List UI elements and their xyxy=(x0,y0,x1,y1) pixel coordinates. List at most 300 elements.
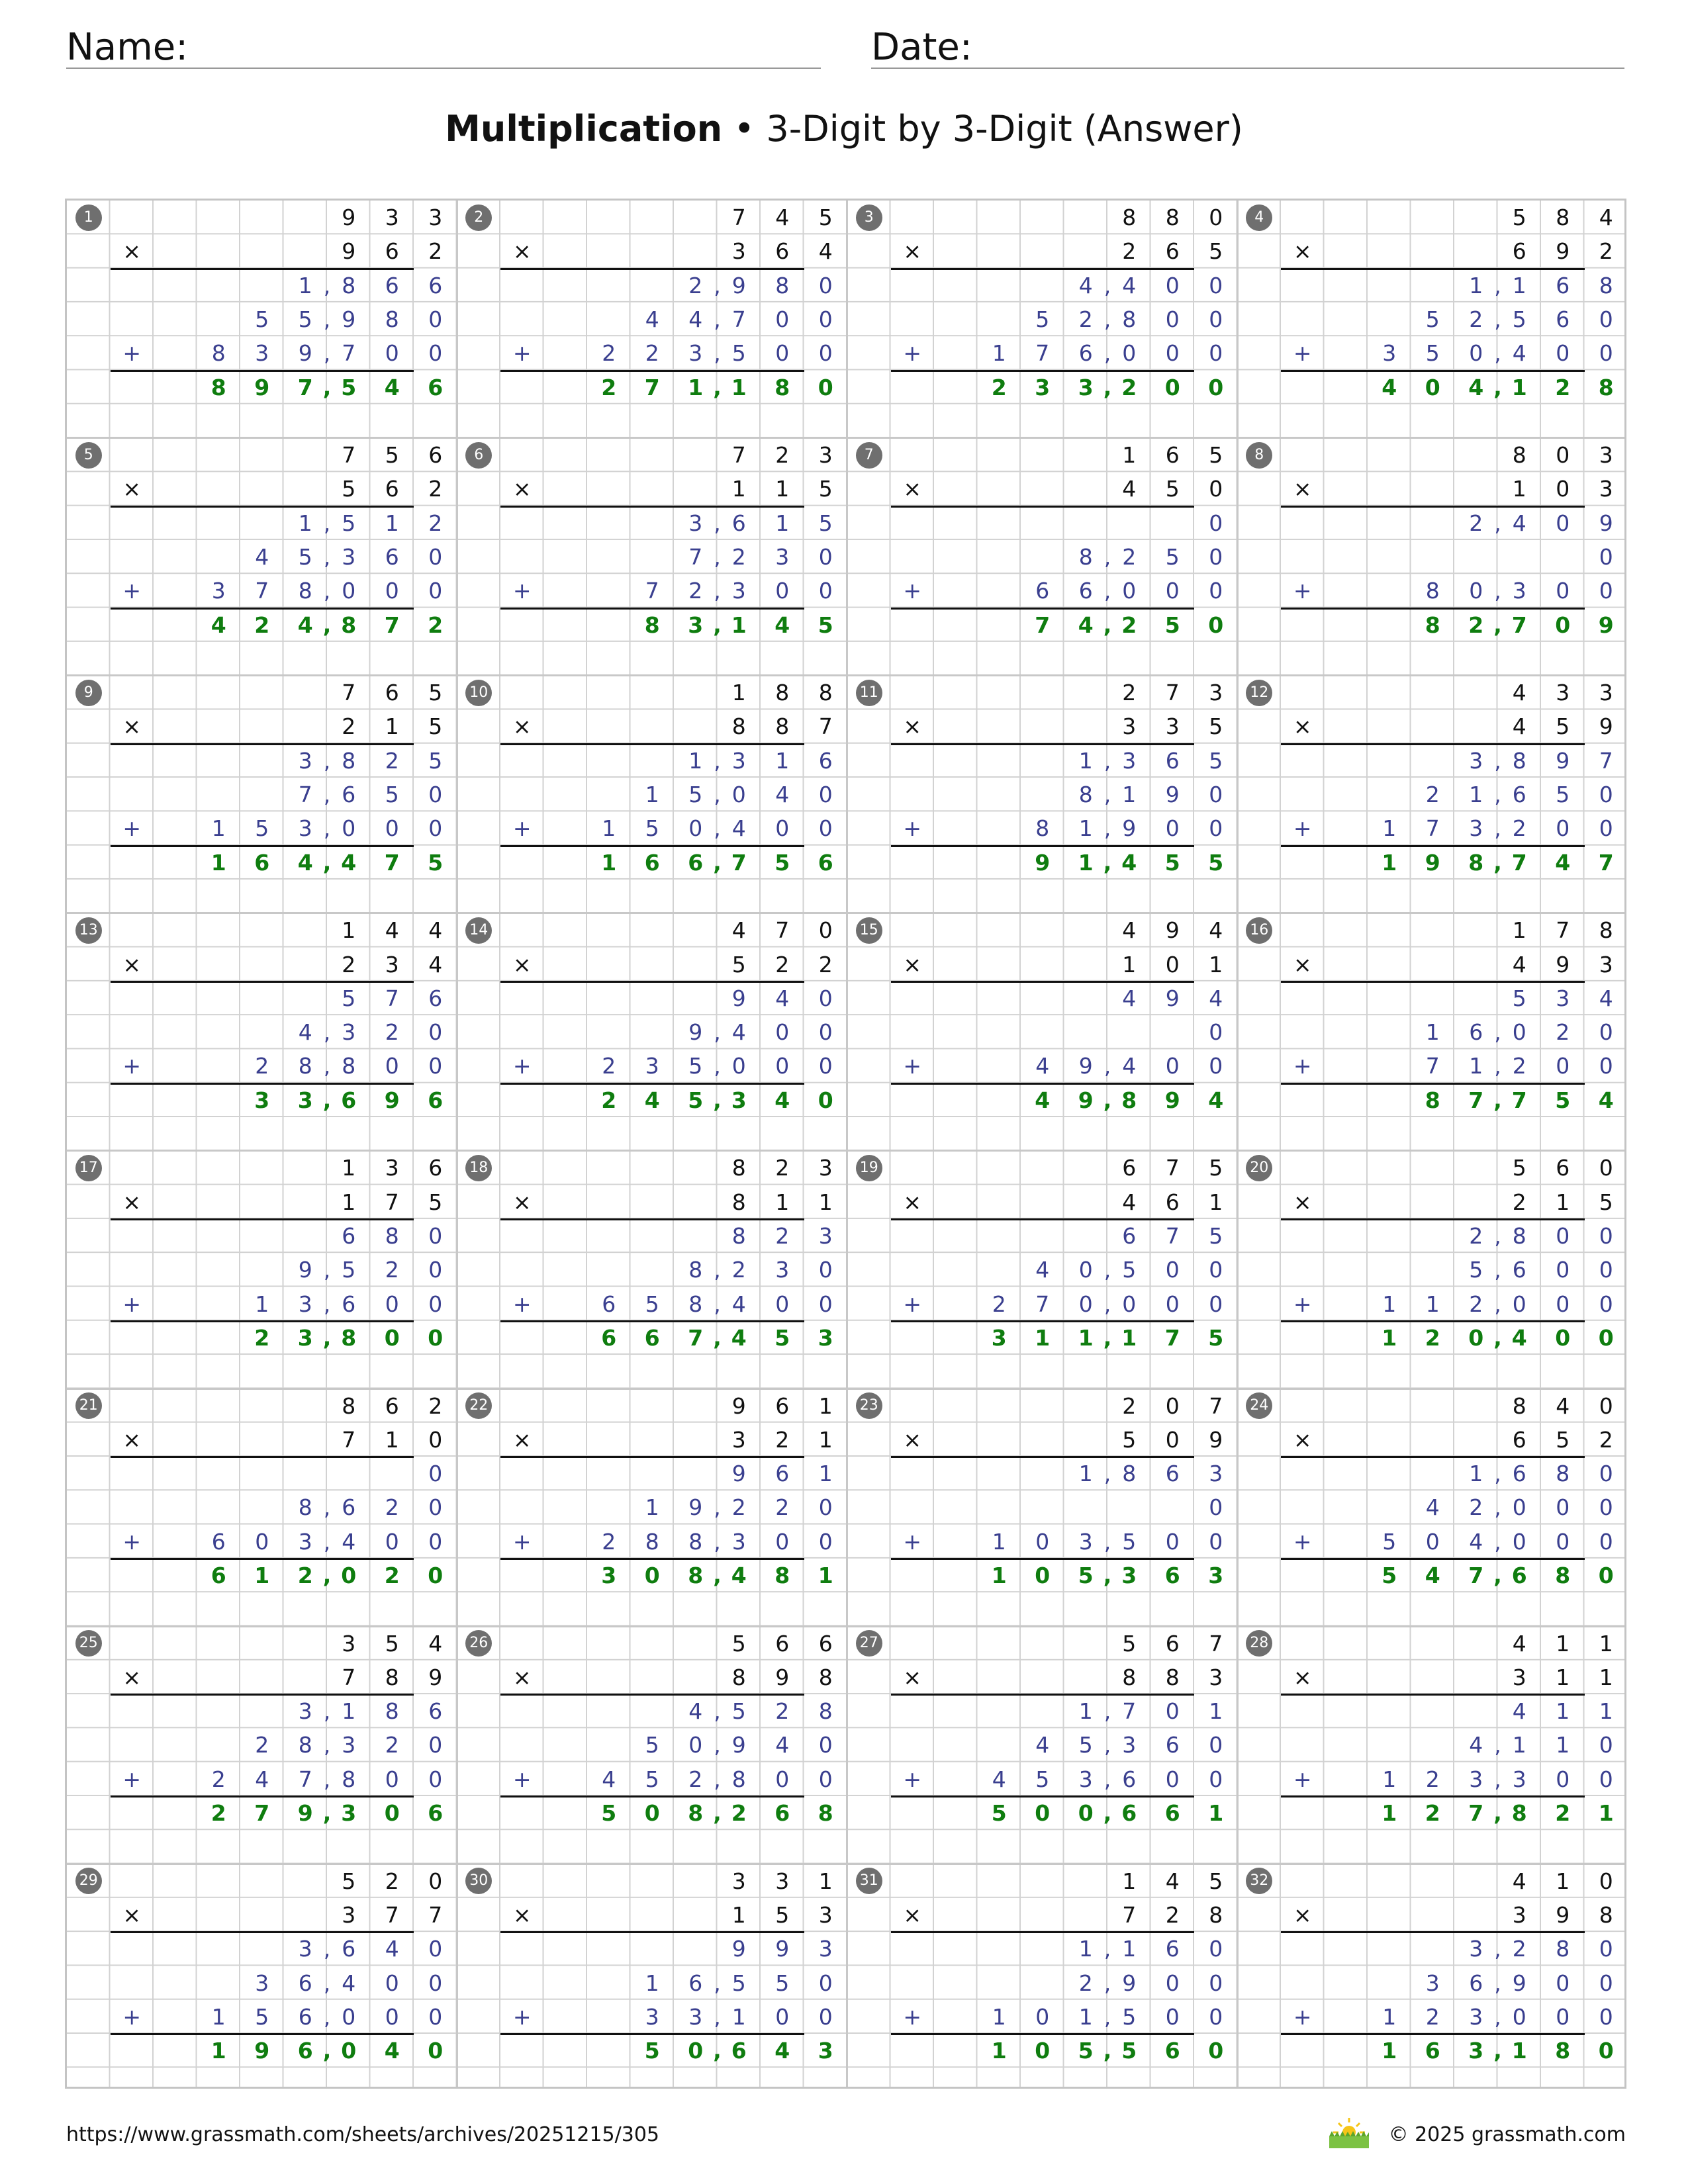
partial-product-2-digit: 4 xyxy=(1035,1257,1050,1283)
partial-product-2-digit: 4 xyxy=(731,1019,746,1046)
multiplicand-digit: 7 xyxy=(1165,1155,1180,1181)
partial-product-3-digit: 1 xyxy=(602,815,616,842)
answer-digit: 9 xyxy=(1598,612,1614,638)
answer-comma: , xyxy=(1493,2038,1502,2064)
partial-product-3-digit: 5 xyxy=(731,340,746,367)
plus-sign: + xyxy=(512,1053,532,1079)
partial-product-3-digit: 0 xyxy=(1165,340,1180,367)
answer-digit: 7 xyxy=(384,612,400,638)
multiply-rule xyxy=(891,506,1195,508)
partial-product-3-digit: 8 xyxy=(298,1053,312,1079)
partial-product-3-digit: 0 xyxy=(1165,1528,1180,1555)
partial-product-3-comma: , xyxy=(323,1291,331,1317)
answer-digit: 1 xyxy=(1382,1800,1397,1827)
multiplicand-digit: 2 xyxy=(1122,680,1137,706)
answer-digit: 1 xyxy=(211,849,226,876)
problem-21 xyxy=(67,1389,457,1627)
multiplier-digit: 2 xyxy=(342,951,356,978)
answer-digit: 7 xyxy=(1468,1563,1484,1588)
answer-digit: 0 xyxy=(384,1324,400,1351)
multiplier-digit: 5 xyxy=(1556,713,1570,740)
partial-product-3-comma: , xyxy=(1494,578,1501,604)
multiplicand-digit: 2 xyxy=(385,1868,399,1894)
multiplicand-digit: 3 xyxy=(342,1630,356,1657)
footer-url[interactable]: https://www.grassmath.com/sheets/archives/20251215/305 xyxy=(66,2123,660,2146)
answer-digit: 4 xyxy=(341,849,357,876)
partial-product-3-digit: 3 xyxy=(298,1528,312,1555)
problem-15 xyxy=(847,913,1238,1151)
partial-product-1-digit: 1 xyxy=(775,747,790,774)
answer-digit: 9 xyxy=(1425,849,1440,876)
multiplicand-digit: 1 xyxy=(342,1155,356,1181)
answer-digit: 0 xyxy=(1598,1563,1614,1588)
multiplier-digit: 4 xyxy=(428,951,443,978)
multiplicand-digit: 4 xyxy=(1122,917,1137,944)
partial-product-3-digit: 0 xyxy=(428,1766,443,1792)
partial-product-1-digit: 4 xyxy=(1512,510,1526,536)
answer-digit: 3 xyxy=(1035,374,1051,400)
answer-digit: 4 xyxy=(1468,374,1484,400)
answer-digit: 4 xyxy=(1078,612,1094,638)
partial-product-3-digit: 5 xyxy=(1382,1528,1397,1555)
partial-product-2-digit: 0 xyxy=(1556,1494,1570,1521)
partial-product-2-digit: 0 xyxy=(775,306,790,332)
answer-digit: 4 xyxy=(297,612,313,638)
multiplier-digit: 3 xyxy=(1512,1664,1526,1690)
answer-digit: 1 xyxy=(1121,1324,1137,1351)
partial-product-3-digit: 5 xyxy=(255,2003,269,2030)
partial-product-1-digit: 4 xyxy=(688,1698,703,1725)
answer-digit: 7 xyxy=(1035,612,1051,638)
times-sign: × xyxy=(122,951,142,978)
partial-product-3-digit: 1 xyxy=(255,1291,269,1317)
answer-digit: 0 xyxy=(818,1087,833,1113)
partial-product-3-digit: 0 xyxy=(1165,578,1180,604)
partial-product-1-digit: 2 xyxy=(1469,510,1483,536)
partial-product-2-comma: , xyxy=(1103,543,1111,570)
partial-product-2-comma: , xyxy=(1103,1970,1111,1996)
partial-product-1-digit: 6 xyxy=(428,272,443,298)
problem-28 xyxy=(1238,1627,1628,1864)
answer-comma: , xyxy=(713,612,722,638)
partial-product-1-digit: 0 xyxy=(428,1936,443,1962)
partial-product-3-digit: 1 xyxy=(992,2003,1006,2030)
partial-product-3-digit: 4 xyxy=(1469,1528,1483,1555)
answer-digit: 4 xyxy=(774,1087,790,1113)
partial-product-3-comma: , xyxy=(1103,1528,1111,1555)
partial-product-1-digit: 9 xyxy=(1599,510,1613,536)
partial-product-1-digit: 8 xyxy=(1512,1222,1526,1249)
problem-14 xyxy=(457,913,848,1151)
partial-product-1-digit: 0 xyxy=(818,985,833,1011)
partial-product-2-digit: 0 xyxy=(1599,306,1613,332)
plus-sign: + xyxy=(1293,1053,1312,1079)
partial-product-1-digit: 0 xyxy=(1209,272,1223,298)
problem-number-badge: 21 xyxy=(75,1392,102,1419)
partial-product-3-digit: 0 xyxy=(775,1528,790,1555)
partial-product-2-comma: , xyxy=(1103,1732,1111,1758)
partial-product-3-digit: 2 xyxy=(992,1291,1006,1317)
multiplicand-digit: 8 xyxy=(1512,1392,1526,1419)
partial-product-1-digit: 1 xyxy=(1556,1698,1570,1725)
multiplicand-digit: 1 xyxy=(818,1392,833,1419)
partial-product-2-digit: 1 xyxy=(645,782,659,808)
partial-product-2-digit: 8 xyxy=(1078,543,1093,570)
times-sign: × xyxy=(903,476,922,502)
partial-product-3-digit: 4 xyxy=(731,815,746,842)
partial-product-2-digit: 0 xyxy=(1599,543,1613,570)
multiplier-digit: 5 xyxy=(428,713,443,740)
partial-product-2-digit: 9 xyxy=(731,1732,746,1758)
answer-digit: 0 xyxy=(1035,1563,1051,1588)
multiplier-digit: 6 xyxy=(1165,1189,1180,1215)
plus-sign: + xyxy=(1293,1291,1312,1317)
partial-product-2-digit: 2 xyxy=(1078,1970,1093,1996)
partial-product-3-digit: 8 xyxy=(342,1766,356,1792)
multiplier-digit: 1 xyxy=(731,476,746,502)
times-sign: × xyxy=(512,713,532,740)
answer-comma: , xyxy=(713,1800,722,1827)
partial-product-2-digit: 1 xyxy=(1425,1019,1440,1046)
partial-product-2-digit: 8 xyxy=(1078,782,1093,808)
answer-comma: , xyxy=(322,1324,332,1351)
partial-product-3-digit: 0 xyxy=(255,1528,269,1555)
answer-digit: 0 xyxy=(1425,374,1440,400)
partial-product-1-digit: 6 xyxy=(342,1222,356,1249)
partial-product-1-digit: 2 xyxy=(688,272,703,298)
multiplicand-digit: 0 xyxy=(1556,442,1570,469)
partial-product-2-digit: 0 xyxy=(818,306,833,332)
partial-product-3-digit: 3 xyxy=(1512,578,1526,604)
partial-product-3-digit: 0 xyxy=(775,1291,790,1317)
partial-product-2-comma: , xyxy=(1103,1257,1111,1283)
partial-product-1-comma: , xyxy=(1494,747,1501,774)
answer-digit: 3 xyxy=(297,1324,313,1351)
multiplicand-digit: 8 xyxy=(775,680,790,706)
multiplicand-digit: 7 xyxy=(775,917,790,944)
multiplier-digit: 4 xyxy=(1122,1189,1137,1215)
partial-product-3-digit: 5 xyxy=(255,815,269,842)
answer-digit: 3 xyxy=(1208,1563,1224,1588)
answer-digit: 8 xyxy=(211,374,226,400)
answer-comma: , xyxy=(1103,1563,1112,1588)
partial-product-3-digit: 9 xyxy=(298,340,312,367)
answer-digit: 4 xyxy=(731,1563,747,1588)
partial-product-1-digit: 6 xyxy=(428,1698,443,1725)
plus-sign: + xyxy=(512,815,532,842)
answer-digit: 1 xyxy=(1382,849,1397,876)
multiplicand-digit: 3 xyxy=(1599,442,1613,469)
partial-product-3-digit: 2 xyxy=(1512,815,1526,842)
partial-product-3-digit: 0 xyxy=(1165,1291,1180,1317)
multiplicand-digit: 4 xyxy=(1512,1868,1526,1894)
multiplier-digit: 6 xyxy=(1512,238,1526,265)
answer-digit: 1 xyxy=(254,1563,270,1588)
plus-sign: + xyxy=(903,1766,922,1792)
partial-product-2-digit: 9 xyxy=(1122,1970,1137,1996)
plus-sign: + xyxy=(903,340,922,367)
plus-sign: + xyxy=(1293,1528,1312,1555)
answer-digit: 8 xyxy=(1511,1800,1527,1827)
partial-product-2-digit: 2 xyxy=(1425,782,1440,808)
partial-product-1-digit: 3 xyxy=(818,1222,833,1249)
partial-product-2-digit: 0 xyxy=(428,782,443,808)
partial-product-2-comma: , xyxy=(1494,1732,1501,1758)
partial-product-1-digit: 1 xyxy=(385,510,399,536)
partial-product-2-comma: , xyxy=(1494,1970,1501,1996)
partial-product-1-digit: 0 xyxy=(1556,1222,1570,1249)
partial-product-3-digit: 8 xyxy=(1425,578,1440,604)
answer-digit: 0 xyxy=(1164,374,1180,400)
multiplicand-digit: 9 xyxy=(731,1392,746,1419)
multiplier-digit: 3 xyxy=(1209,1664,1223,1690)
multiplier-digit: 3 xyxy=(731,1426,746,1453)
partial-product-1-digit: 8 xyxy=(1599,272,1613,298)
multiplier-digit: 5 xyxy=(1209,713,1223,740)
partial-product-3-digit: 5 xyxy=(645,1291,659,1317)
answer-digit: 1 xyxy=(991,1563,1007,1588)
partial-product-2-digit: 2 xyxy=(385,1732,399,1758)
partial-product-1-digit: 1 xyxy=(1469,1461,1483,1487)
partial-product-3-digit: 0 xyxy=(1469,340,1483,367)
partial-product-2-digit: 2 xyxy=(1469,306,1483,332)
partial-product-2-digit: 0 xyxy=(1209,1494,1223,1521)
partial-product-2-digit: 5 xyxy=(255,306,269,332)
answer-digit: 1 xyxy=(601,849,617,876)
answer-digit: 3 xyxy=(818,1324,833,1351)
partial-product-2-digit: 1 xyxy=(645,1494,659,1521)
partial-product-1-digit: 4 xyxy=(1512,1698,1526,1725)
answer-digit: 4 xyxy=(1555,849,1571,876)
partial-product-2-digit: 7 xyxy=(688,543,703,570)
answer-digit: 1 xyxy=(818,1563,833,1588)
partial-product-3-digit: 0 xyxy=(1599,2003,1613,2030)
multiplier-digit: 4 xyxy=(1122,476,1137,502)
partial-product-1-digit: 6 xyxy=(1512,1461,1526,1487)
answer-digit: 6 xyxy=(211,1563,226,1588)
partial-product-3-digit: 2 xyxy=(1425,2003,1440,2030)
answer-digit: 0 xyxy=(384,1800,400,1827)
multiplicand-digit: 7 xyxy=(342,680,356,706)
times-sign: × xyxy=(1293,1426,1312,1453)
partial-product-2-digit: 5 xyxy=(775,1970,790,1996)
answer-digit: 7 xyxy=(1598,849,1614,876)
answer-digit: 0 xyxy=(1035,2038,1051,2064)
multiplicand-digit: 3 xyxy=(428,205,443,230)
answer-digit: 4 xyxy=(1425,1563,1440,1588)
partial-product-3-digit: 0 xyxy=(1165,815,1180,842)
partial-product-1-comma: , xyxy=(1494,510,1501,536)
multiplicand-digit: 7 xyxy=(1209,1392,1223,1419)
partial-product-2-digit: 3 xyxy=(775,1257,790,1283)
partial-product-2-comma: , xyxy=(323,306,331,332)
multiplier-digit: 3 xyxy=(1599,476,1613,502)
partial-product-3-digit: 1 xyxy=(1425,1291,1440,1317)
partial-product-1-digit: 6 xyxy=(428,985,443,1011)
problem-number-badge: 18 xyxy=(465,1155,492,1181)
partial-product-3-digit: 3 xyxy=(1078,1528,1093,1555)
partial-product-1-digit: 8 xyxy=(818,1698,833,1725)
answer-comma: , xyxy=(1103,849,1112,876)
multiplier-digit: 5 xyxy=(1599,1189,1613,1215)
multiplicand-digit: 2 xyxy=(1122,1392,1137,1419)
date-field-line[interactable] xyxy=(871,68,1624,69)
answer-digit: 0 xyxy=(818,374,833,400)
partial-product-2-digit: 3 xyxy=(1122,1732,1137,1758)
partial-product-2-comma: , xyxy=(714,1257,721,1283)
partial-product-1-digit: 8 xyxy=(342,272,356,298)
answer-digit: 4 xyxy=(1598,1087,1614,1113)
partial-product-3-digit: 0 xyxy=(1556,578,1570,604)
partial-product-2-digit: 5 xyxy=(688,782,703,808)
times-sign: × xyxy=(512,1901,532,1928)
plus-sign: + xyxy=(903,1528,922,1555)
answer-digit: 1 xyxy=(1382,2038,1397,2064)
multiplier-digit: 4 xyxy=(1512,951,1526,978)
partial-product-3-digit: 0 xyxy=(428,815,443,842)
partial-product-2-digit: 1 xyxy=(1122,782,1137,808)
answer-comma: , xyxy=(713,2038,722,2064)
partial-product-3-digit: 0 xyxy=(1512,1528,1526,1555)
partial-product-3-digit: 4 xyxy=(1512,340,1526,367)
partial-product-3-digit: 8 xyxy=(1035,815,1050,842)
partial-product-2-digit: 0 xyxy=(1078,1257,1093,1283)
multiplier-digit: 1 xyxy=(775,476,790,502)
answer-digit: 9 xyxy=(1164,1087,1180,1113)
multiplier-digit: 3 xyxy=(818,1901,833,1928)
partial-product-3-comma: , xyxy=(1103,578,1111,604)
multiplicand-digit: 2 xyxy=(775,1155,790,1181)
answer-digit: 7 xyxy=(1511,612,1527,638)
answer-digit: 1 xyxy=(1078,1324,1094,1351)
problem-12 xyxy=(1238,676,1628,913)
multiplicand-digit: 4 xyxy=(731,917,746,944)
partial-product-3-digit: 0 xyxy=(385,1053,399,1079)
partial-product-3-comma: , xyxy=(714,1528,721,1555)
partial-product-1-digit: 1 xyxy=(688,747,703,774)
answer-digit: 0 xyxy=(428,2038,444,2064)
times-sign: × xyxy=(512,238,532,265)
partial-product-2-digit: 6 xyxy=(688,1970,703,1996)
multiplier-digit: 6 xyxy=(1165,238,1180,265)
multiplier-digit: 8 xyxy=(1209,1901,1223,1928)
answer-digit: 4 xyxy=(774,2038,790,2064)
partial-product-2-digit: 0 xyxy=(731,782,746,808)
partial-product-3-digit: 6 xyxy=(1035,578,1050,604)
answer-digit: 5 xyxy=(1078,1563,1094,1588)
partial-product-1-digit: 6 xyxy=(1165,1461,1180,1487)
partial-product-2-digit: 1 xyxy=(645,1970,659,1996)
answer-digit: 8 xyxy=(688,1563,704,1588)
partial-product-3-digit: 0 xyxy=(385,1766,399,1792)
partial-product-2-digit: 5 xyxy=(645,1732,659,1758)
partial-product-3-digit: 0 xyxy=(1165,1766,1180,1792)
partial-product-3-digit: 0 xyxy=(818,340,833,367)
multiplicand-digit: 3 xyxy=(818,1155,833,1181)
partial-product-1-digit: 6 xyxy=(385,272,399,298)
name-field-line[interactable] xyxy=(66,68,821,69)
partial-product-3-comma: , xyxy=(323,340,331,367)
partial-product-2-digit: 4 xyxy=(255,543,269,570)
problem-13 xyxy=(67,913,457,1151)
partial-product-3-digit: 3 xyxy=(255,340,269,367)
partial-product-3-digit: 3 xyxy=(688,340,703,367)
partial-product-2-digit: 2 xyxy=(775,1494,790,1521)
partial-product-3-digit: 0 xyxy=(1209,340,1223,367)
answer-digit: 3 xyxy=(731,1087,747,1113)
multiplicand-digit: 4 xyxy=(428,917,443,944)
partial-product-1-comma: , xyxy=(323,272,331,298)
partial-product-3-digit: 8 xyxy=(645,1528,659,1555)
partial-product-3-comma: , xyxy=(714,1053,721,1079)
multiplier-digit: 1 xyxy=(342,1189,356,1215)
multiplier-digit: 3 xyxy=(342,1901,356,1928)
multiplier-digit: 4 xyxy=(818,238,833,265)
multiplicand-digit: 8 xyxy=(731,1155,746,1181)
partial-product-3-digit: 0 xyxy=(1512,2003,1526,2030)
multiplier-digit: 9 xyxy=(1556,238,1570,265)
partial-product-1-digit: 4 xyxy=(1122,272,1137,298)
plus-sign: + xyxy=(1293,578,1312,604)
partial-product-1-digit: 1 xyxy=(1209,1698,1223,1725)
partial-product-2-digit: 5 xyxy=(1469,1257,1483,1283)
partial-product-1-digit: 2 xyxy=(428,510,443,536)
problem-8 xyxy=(1238,438,1628,676)
partial-product-3-digit: 2 xyxy=(1469,1291,1483,1317)
partial-product-3-digit: 8 xyxy=(342,1053,356,1079)
multiplicand-digit: 4 xyxy=(1209,917,1223,944)
partial-product-1-digit: 5 xyxy=(342,510,356,536)
partial-product-2-digit: 5 xyxy=(1556,782,1570,808)
multiplier-digit: 3 xyxy=(1122,713,1137,740)
answer-comma: , xyxy=(1103,1324,1112,1351)
answer-digit: 8 xyxy=(1598,374,1614,400)
multiplicand-digit: 7 xyxy=(342,442,356,469)
partial-product-1-digit: 3 xyxy=(1556,985,1570,1011)
answer-comma: , xyxy=(1493,612,1502,638)
plus-sign: + xyxy=(512,2003,532,2030)
multiplicand-digit: 3 xyxy=(818,442,833,469)
partial-product-3-digit: 6 xyxy=(211,1528,226,1555)
partial-product-1-digit: 4 xyxy=(1209,985,1223,1011)
multiplicand-digit: 9 xyxy=(1165,917,1180,944)
partial-product-3-digit: 3 xyxy=(298,1291,312,1317)
answer-digit: 3 xyxy=(688,612,704,638)
partial-product-3-digit: 0 xyxy=(428,340,443,367)
partial-product-1-digit: 9 xyxy=(775,1936,790,1962)
partial-product-3-digit: 0 xyxy=(385,578,399,604)
answer-digit: 0 xyxy=(1035,1800,1051,1827)
partial-product-2-digit: 0 xyxy=(1599,1732,1613,1758)
multiplier-digit: 0 xyxy=(1165,951,1180,978)
partial-product-3-digit: 6 xyxy=(342,1291,356,1317)
partial-product-2-digit: 6 xyxy=(1469,1019,1483,1046)
partial-product-1-digit: 1 xyxy=(818,1461,833,1487)
plus-sign: + xyxy=(903,1291,922,1317)
multiplicand-digit: 7 xyxy=(1209,1630,1223,1657)
partial-product-3-comma: , xyxy=(714,1766,721,1792)
answer-digit: 5 xyxy=(774,849,790,876)
answer-digit: 2 xyxy=(601,1087,617,1113)
multiplicand-digit: 2 xyxy=(428,1392,443,1419)
multiplier-digit: 8 xyxy=(385,1664,399,1690)
partial-product-2-digit: 3 xyxy=(342,1019,356,1046)
multiplicand-digit: 3 xyxy=(731,1868,746,1894)
partial-product-3-digit: 0 xyxy=(428,2003,443,2030)
partial-product-1-digit: 1 xyxy=(298,272,312,298)
partial-product-1-comma: , xyxy=(714,1698,721,1725)
partial-product-3-digit: 5 xyxy=(1122,2003,1137,2030)
